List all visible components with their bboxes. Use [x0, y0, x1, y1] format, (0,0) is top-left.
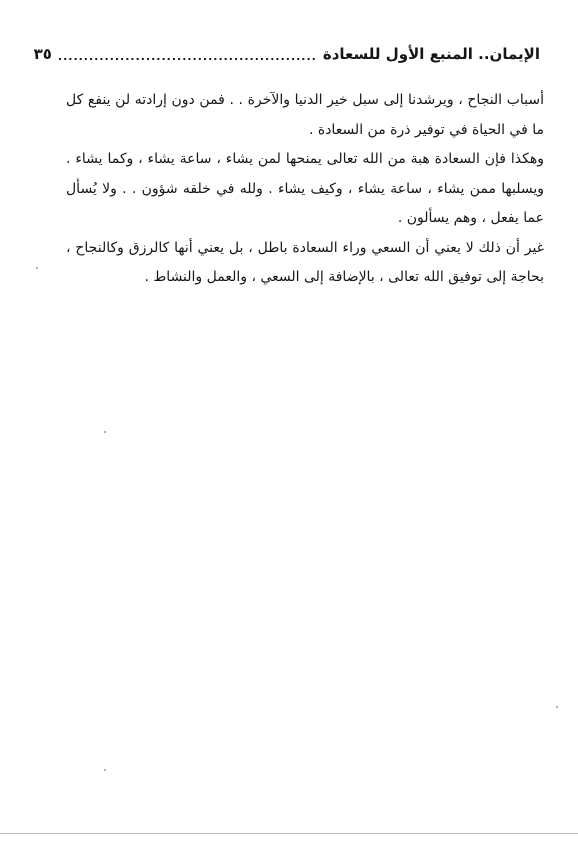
- header-dot-leader: ..................................................: [57, 49, 317, 63]
- paragraph-2: وهكذا فإن السعادة هبة من الله تعالى يمنحها لمن يشاء ، ساعة يشاء ، وكما يشاء . ويسلبها ممن يشاء ، ساعة يشاء ، وكيف يشاء . ولله في خلقه شؤون . . ولا يُسأل عما يفعل ، وهم يسألون .: [66, 151, 544, 226]
- scan-speck: [104, 769, 106, 771]
- scan-speck: [104, 431, 106, 433]
- scan-speck: [556, 706, 558, 708]
- page-number: ٣٥: [33, 45, 52, 63]
- header-title: الإيمان.. المنبع الأول للسعادة: [322, 45, 540, 63]
- scan-edge-line: [0, 833, 578, 834]
- scan-speck: [36, 267, 38, 269]
- running-header: [33, 42, 540, 66]
- paragraph-1: أسباب النجاح ، ويرشدنا إلى سبل خير الدنيا والآخرة . . فمن دون إرادته لن ينفع كل ما في الحياة في توفير ذرة من السعادة .: [66, 92, 544, 138]
- body-text: [66, 86, 544, 293]
- paragraph-3: غير أن ذلك لا يعني أن السعي وراء السعادة باطل ، بل يعني أنها كالرزق وكالنجاح ، بحاجة إلى توفيق الله تعالى ، بالإضافة إلى السعي ، والعمل والنشاط .: [66, 239, 544, 285]
